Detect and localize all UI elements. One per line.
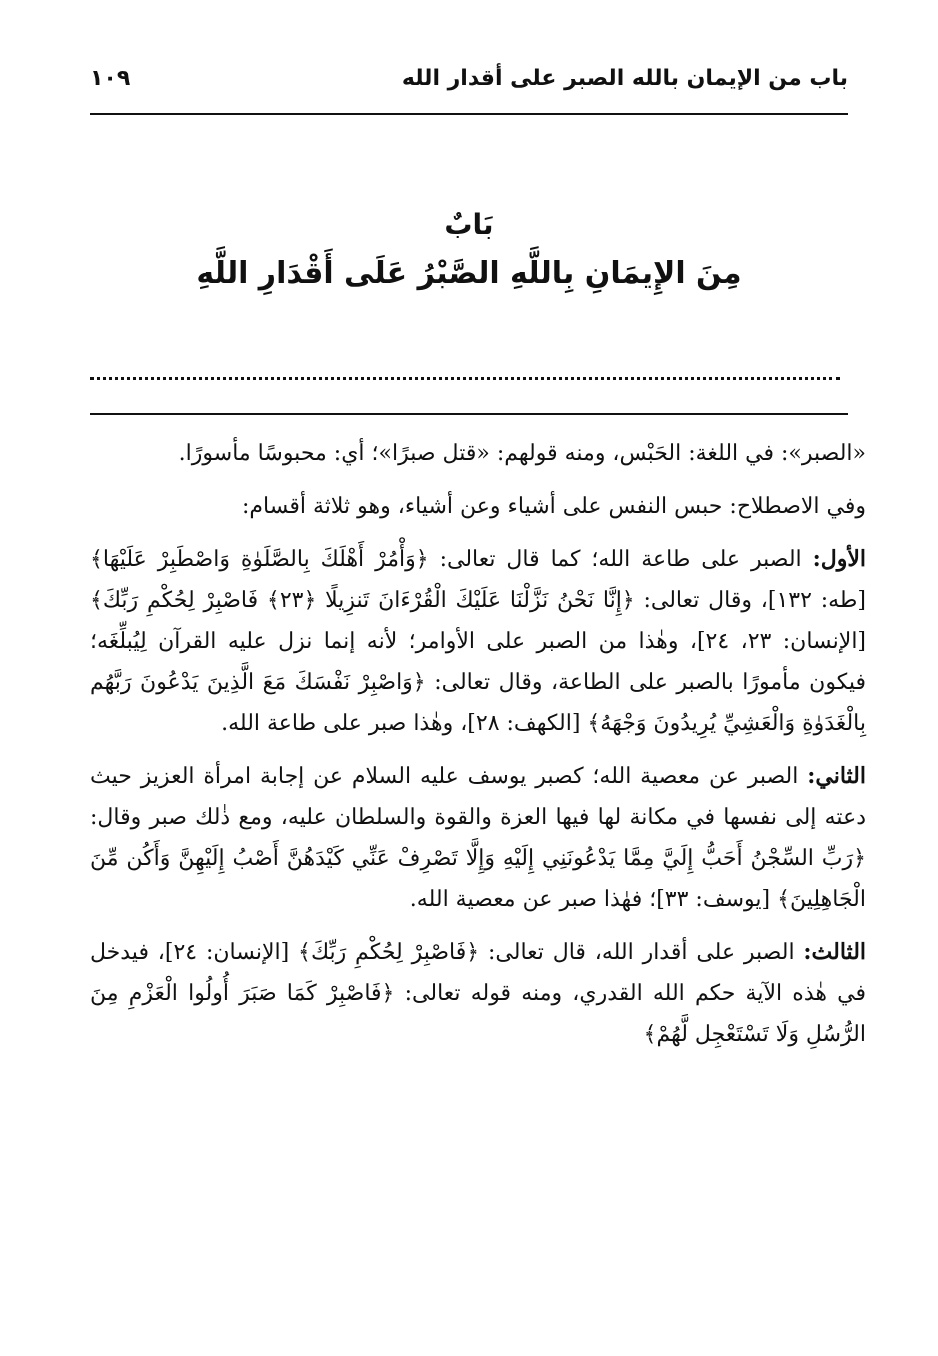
paragraph-third-type (90, 932, 866, 1055)
paragraph-first-type (90, 539, 866, 744)
paragraph-text: الصبر على أقدار الله، قال تعالى: ﴿فَاصْبِرْ لِحُكْمِ رَبِّكَ﴾ [الإنسان: ٢٤]، فيدخل في هٰذه الآية حكم الله القدري، ومنه قوله تعالى: ﴿فَاصْبِرْ كَمَا صَبَرَ أُولُوا الْعَزْمِ مِنَ الرُّسُلِ وَلَا تَسْتَعْجِل لَّهُمْ﴾ (90, 940, 866, 1047)
paragraph-lead: الأول: (812, 546, 867, 572)
paragraph-text: الصبر عن معصية الله؛ كصبر يوسف عليه السلام عن إجابة امرأة العزيز حيث دعته إلى نفسها في مكانة لها فيها العزة والقوة والسلطان عليه، ومع ذٰلك صبر وقال: ﴿رَبِّ السِّجْنُ أَحَبُّ إِلَيَّ مِمَّا يَدْعُونَنِي إِلَيْهِ وَإِلَّا تَصْرِفْ عَنِّي كَيْدَهُنَّ أَصْبُ إِلَيْهِنَّ وَأَكُن مِّنَ الْجَاهِلِينَ﴾ [يوسف: ٣٣]؛ فهٰذا صبر عن معصية الله. (90, 764, 866, 912)
page-number: ١٠٩ (90, 65, 131, 91)
paragraph-text: الصبر على طاعة الله؛ كما قال تعالى: ﴿وَأْمُرْ أَهْلَكَ بِالصَّلَوٰةِ وَاصْطَبِرْ عَلَيْهَا﴾ [طه: ١٣٢]، وقال تعالى: ﴿إِنَّا نَحْنُ نَزَّلْنَا عَلَيْكَ الْقُرْءَانَ تَنزِيلًا ﴿٢٣﴾ فَاصْبِرْ لِحُكْمِ رَبِّكَ﴾ [الإنسان: ٢٣، ٢٤]، وهٰذا من الصبر على الأوامر؛ لأنه إنما نزل عليه القرآن لِيُبلِّغَه؛ فيكون مأمورًا بالصبر على الطاعة، وقال تعالى: ﴿وَاصْبِرْ نَفْسَكَ مَعَ الَّذِينَ يَدْعُونَ رَبَّهُم بِالْغَدَوٰةِ وَالْعَشِيِّ يُرِيدُونَ وَجْهَهُ﴾ [الكهف: ٢٨]، وهٰذا صبر على طاعة الله. (90, 547, 867, 736)
body-text (90, 433, 866, 1067)
chapter-heading (90, 205, 848, 303)
paragraph-second-type (90, 756, 866, 920)
chapter-label: بَابٌ (444, 208, 494, 241)
paragraph-text: «الصبر»: في اللغة: الحَبْس، ومنه قولهم: «قتل صبرًا»؛ أي: محبوسًا مأسورًا. (178, 441, 866, 466)
section-rule (90, 413, 848, 415)
running-title: باب من الإيمان بالله الصبر على أقدار الله (401, 65, 848, 91)
running-header (90, 58, 848, 98)
dotted-divider (90, 377, 840, 380)
paragraph-lead: الثاني: (807, 763, 866, 789)
header-rule (90, 113, 848, 115)
paragraph-definition-term (90, 486, 866, 527)
paragraph-text: وفي الاصطلاح: حبس النفس على أشياء وعن أشياء، وهو ثلاثة أقسام: (241, 494, 866, 519)
paragraph-definition-language (90, 433, 866, 474)
paragraph-lead: الثالث: (803, 939, 867, 965)
chapter-title: مِنَ الإِيمَانِ بِاللَّهِ الصَّبْرُ عَلَى أَقْدَارِ اللَّهِ (196, 256, 742, 291)
